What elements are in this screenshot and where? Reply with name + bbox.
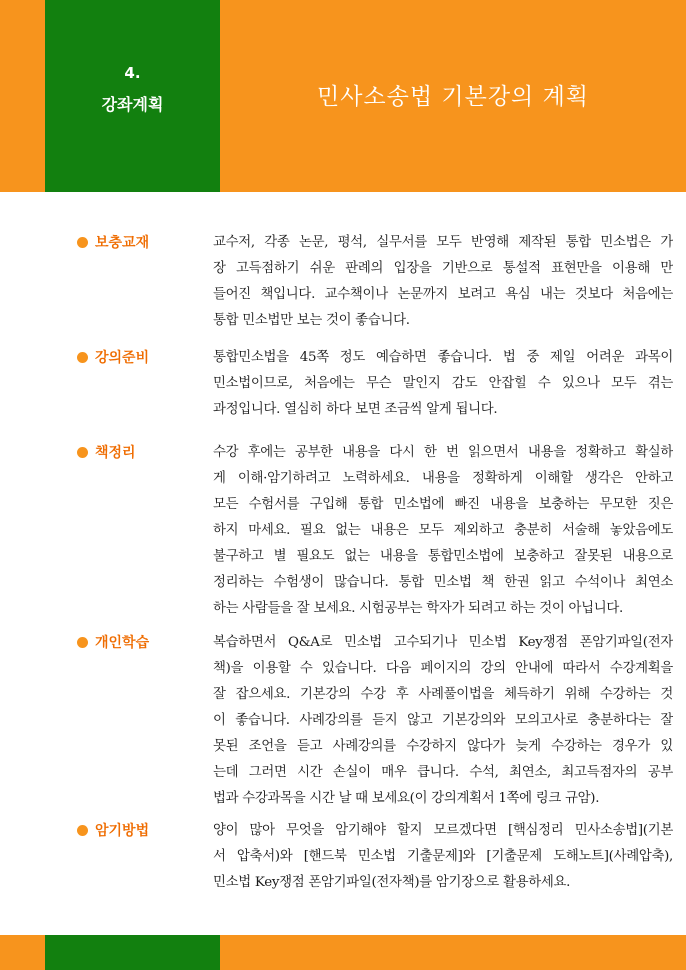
section-body — [213, 630, 673, 812]
section-name: 강좌계획 — [101, 95, 164, 114]
body-line: 수강 후에는 공부한 내용을 다시 한 번 읽으면서 내용을 정확하고 확실하 — [213, 445, 673, 460]
body-line: 하지 마세요. 필요 없는 내용은 모두 제외하고 충분히 서술해 놓았음에도 — [213, 523, 673, 538]
bullet-icon — [77, 637, 88, 648]
body-line: 통합 민소법만 보는 것이 좋습니다. — [213, 313, 410, 328]
body-line: 민소법이므로, 처음에는 무슨 말인지 감도 안잡힐 수 있으나 모두 겪는 — [213, 376, 673, 391]
body-line: 모든 수험서를 구입해 통합 민소법에 빠진 내용을 보충하는 무모한 짓은 — [213, 497, 673, 512]
body-line: 교수저, 각종 논문, 평석, 실무서를 모두 반영해 제작된 통합 민소법은 가 — [213, 235, 673, 250]
body-line: 들어진 책입니다. 교수책이나 논문까지 보려고 욕심 내는 것보다 처음에는 — [213, 287, 673, 302]
body-line: 통합민소법을 45쪽 정도 예습하면 좋습니다. 법 중 제일 어려운 과목이 — [213, 350, 673, 365]
bullet-icon — [77, 237, 88, 248]
body-line: 양이 많아 무엇을 암기해야 할지 모르겠다면 [핵심정리 민사소송법](기본 — [213, 823, 673, 838]
section-body — [213, 818, 673, 896]
body-line: 하는 사람들을 잘 보세요. 시험공부는 학자가 되려고 하는 것이 아닙니다. — [213, 601, 623, 616]
body-line: 못된 조언을 듣고 사례강의를 수강하지 않다가 늦게 수강하는 경우가 있 — [213, 739, 673, 754]
body-line: 서 압축서)와 [핸드북 민소법 기출문제]와 [기출문제 도해노트](사례압축), — [213, 849, 673, 864]
body-line: 민소법 Key쟁점 폰암기파일(전자책)를 암기장으로 활용하세요. — [213, 875, 571, 890]
body-line: 책)을 이용할 수 있습니다. 다음 페이지의 강의 안내에 따라서 수강계획을 — [213, 661, 673, 676]
body-line: 복습하면서 Q&A로 민소법 고수되기나 민소법 Key쟁점 폰암기파일(전자 — [213, 635, 673, 650]
section-body — [213, 230, 673, 334]
page-title: 민사소송법 기본강의 계획 — [316, 84, 590, 110]
body-line: 과정입니다. 열심히 하다 보면 조금씩 알게 됩니다. — [213, 402, 498, 417]
section-body — [213, 345, 673, 423]
section-label: 보충교재 — [95, 235, 150, 251]
body-line: 는데 그러면 시간 손실이 매우 큽니다. 수석, 최연소, 최고득점자의 공부 — [213, 765, 673, 780]
footer-band — [0, 935, 686, 970]
bullet-icon — [77, 352, 88, 363]
bullet-icon — [77, 447, 88, 458]
section-number: 4. — [124, 64, 141, 82]
section-label: 암기방법 — [95, 823, 150, 839]
section-label: 책정리 — [95, 445, 136, 461]
section-label: 개인학습 — [95, 635, 150, 651]
section-body — [213, 440, 673, 622]
body-line: 잘 잡으세요. 기본강의 수강 후 사례풀이법을 체득하기 위해 수강하는 것 — [213, 687, 673, 702]
body-line: 법과 수강과목을 시간 날 때 보세요(이 강의계획서 1쪽에 링크 규암). — [213, 791, 600, 806]
body-line: 장 고득점하기 쉬운 판례의 입장을 기반으로 통설적 표현만을 이용해 만 — [213, 261, 673, 276]
body-line: 정리하는 수험생이 많습니다. 통합 민소법 책 한권 읽고 수석이나 최연소 — [213, 575, 673, 590]
section-label: 강의준비 — [95, 350, 150, 366]
bullet-icon — [77, 825, 88, 836]
body-line: 불구하고 별 필요도 없는 내용을 통합민소법에 보충하고 잘못된 내용으로 — [213, 549, 673, 564]
footer-green-block — [45, 935, 220, 970]
body-line: 게 이해·암기하려고 노력하세요. 내용을 정확하게 이해할 생각은 안하고 — [213, 471, 673, 486]
body-line: 이 좋습니다. 사례강의를 듣지 않고 기본강의와 모의고사로 충분하다는 잘 — [213, 713, 673, 728]
